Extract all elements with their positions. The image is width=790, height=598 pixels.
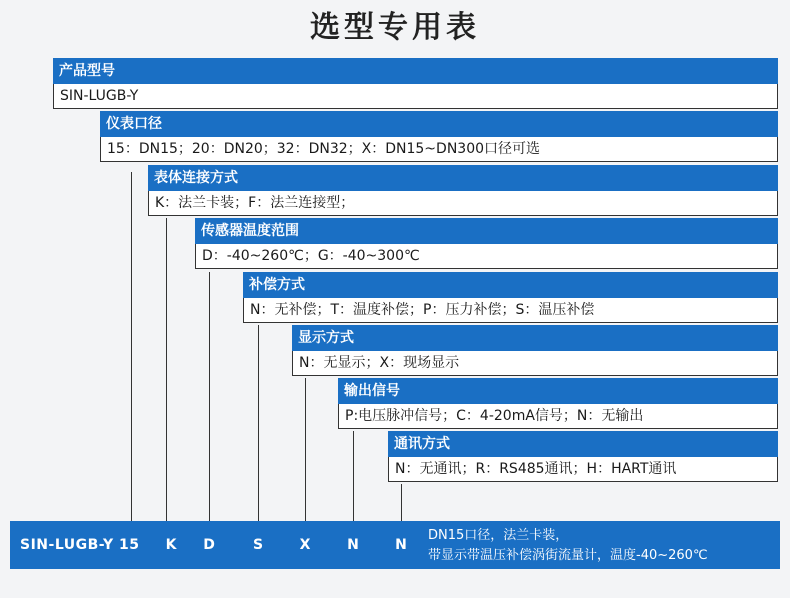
example-code-communication: N (395, 537, 407, 553)
section-header: 表体连接方式 (148, 165, 778, 191)
connector-line-connection (166, 218, 167, 521)
section-body-connection (148, 165, 778, 216)
section-value: N：无通讯；R：RS485通讯；H：HART通讯 (388, 457, 778, 482)
example-model-code: SIN-LUGB-Y 15 (20, 537, 140, 553)
section-value: P:电压脉冲信号；C：4-20mA信号；N：无输出 (338, 404, 778, 429)
section-header: 产品型号 (53, 58, 778, 84)
example-code-connection: K (165, 537, 177, 553)
section-value: SIN-LUGB-Y (53, 84, 778, 109)
example-code-temperature: D (203, 537, 215, 553)
section-value: K：法兰卡装；F：法兰连接型； (148, 191, 778, 216)
example-bar (10, 521, 780, 569)
section-header: 通讯方式 (388, 431, 778, 457)
section-sensor-temperature (195, 218, 778, 269)
section-value: N：无补偿；T：温度补偿；P：压力补偿；S：温压补偿 (243, 298, 778, 323)
example-description-line1: DN15口径，法兰卡装， (428, 528, 569, 543)
section-value: 15：DN15；20：DN20；32：DN32；X：DN15~DN300口径可选 (100, 137, 778, 162)
connector-line-temperature (209, 272, 210, 521)
connector-line-output (353, 431, 354, 521)
connector-line-display (305, 378, 306, 521)
section-output-signal (338, 378, 778, 429)
section-header: 传感器温度范围 (195, 218, 778, 244)
section-meter-caliber (100, 111, 778, 162)
example-description-line2: 带显示带温压补偿涡街流量计，温度-40~260℃ (428, 548, 708, 563)
section-display (292, 325, 778, 376)
connector-line-compensation (258, 325, 259, 521)
section-value: D：-40~260℃；G：-40~300℃ (195, 244, 778, 269)
section-communication (388, 431, 778, 482)
section-header: 补偿方式 (243, 272, 778, 298)
section-value: N：无显示；X：现场显示 (292, 351, 778, 376)
section-header: 显示方式 (292, 325, 778, 351)
page-title: 选型专用表 (310, 10, 480, 45)
example-description (428, 526, 708, 566)
connector-line-caliber (131, 172, 132, 521)
section-product-model (53, 58, 778, 109)
section-header: 仪表口径 (100, 111, 778, 137)
section-compensation (243, 272, 778, 323)
example-code-display: X (299, 537, 311, 553)
connector-line-communication (401, 484, 402, 521)
example-code-compensation: S (252, 537, 264, 553)
example-code-output: N (347, 537, 359, 553)
section-header: 输出信号 (338, 378, 778, 404)
